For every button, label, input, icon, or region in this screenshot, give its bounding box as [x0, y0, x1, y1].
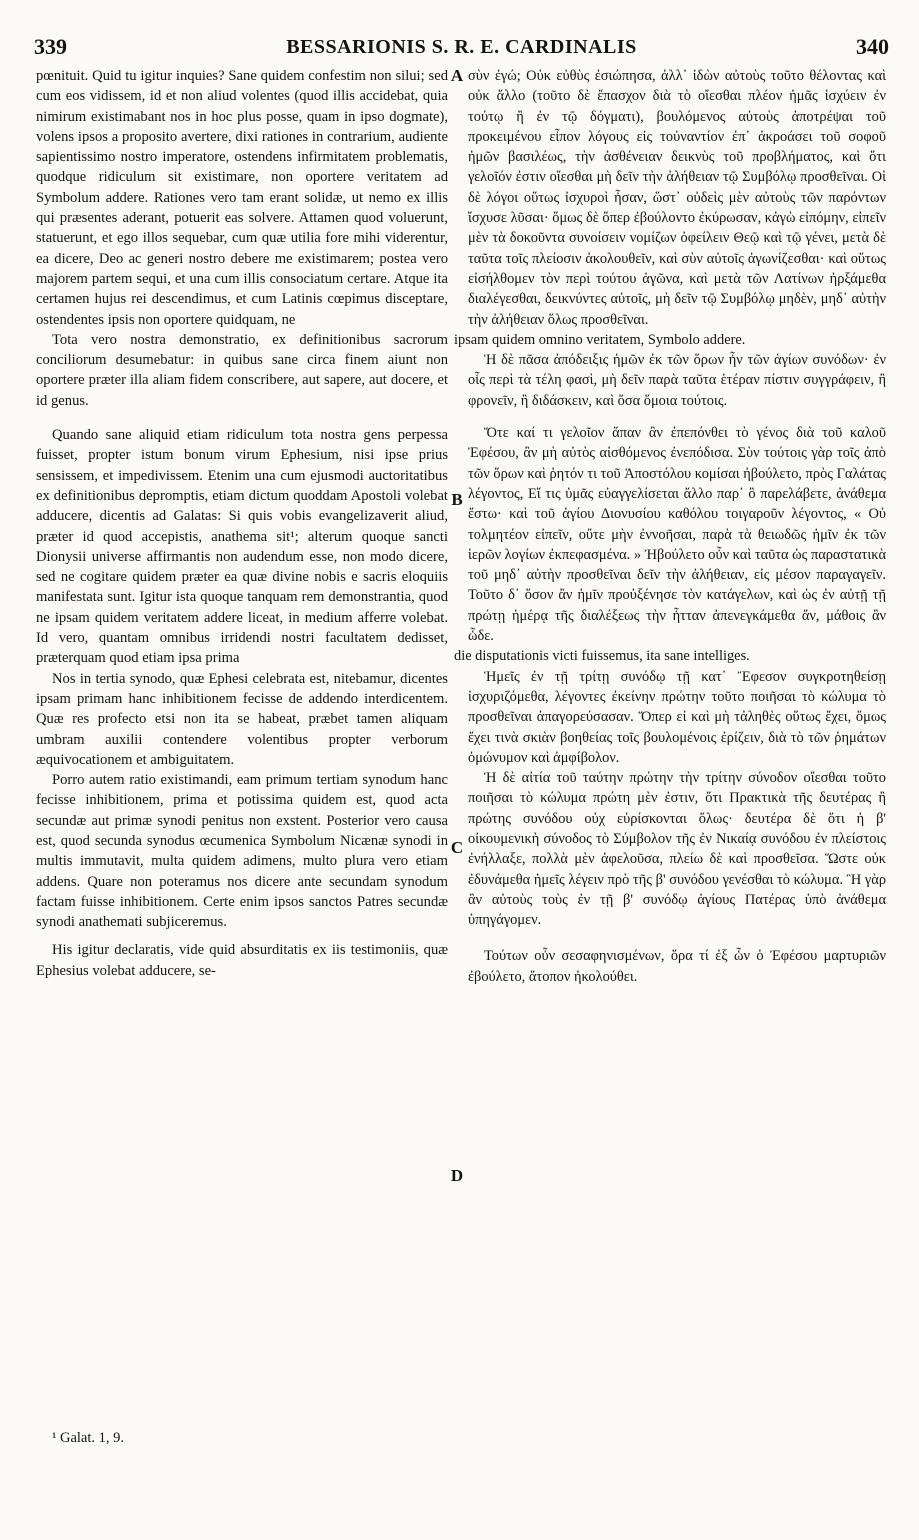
page-number-left: 339 [34, 34, 67, 59]
latin-paragraph-4: Nos in tertia synodo, quæ Ephesi celebrata est, nitebamur, dicentes ipsam primam hanc inhibitionem fecisse de addendo interdicentem. Quæ res profecto etsi non ita se habeat, præbet tamen aliquam umbram auxilii contendere volentibus propter verborum æquivocationem et ambiguitatem. [36, 670, 448, 768]
greek-paragraph-1: σὺν ἐγώ; Οὐκ εὐθὺς ἐσιώπησα, ἀλλ᾿ ἰδὼν αὐτοὺς τοῦτο θέλοντας καὶ οὐκ ἄλλο (τοῦτο δὲ ἔπασχον διὰ τὸ οἴεσθαι πλέον ἡμᾶς ἰσχύειν ἐν τούτῳ ἢ ἐν τῷ δόγματι), βουλόμενος αὐτοὺς ἀποτρέψαι τοῦ προκειμένου εἶπον λόγους εἰς τοὐναντίον ἐπ᾿ ἀκροάσει τοῦ σοφοῦ ἡμῶν βασιλέως, τὴν ἀσθένειαν δεικνὺς τοῦ προβλήματος, καὶ ὅτι γελοῖόν ἐστιν οἴεσθαι μὴ δεῖν τὴν ἀλήθειαν τῷ Συμβόλῳ προσθεῖναι. Οἱ δὲ λόγοι οὕτως ἰσχυροὶ ἦσαν, ὥστ᾿ οὐδεὶς μὲν αὐτοὺς τῶν παρόντων ἴσχυσε λῦσαι· ὅμως δὲ ὅπερ ἐβούλοντο ἐκύρωσαν, κἀγὼ εἰπόμην, εἰπεῖν μὲν τὰ δοκοῦντα συνοίσειν νομίζων ὀφείλειν Θεῷ καὶ τῷ γένει, μετὰ δὲ ταῦτα τοῖς πλείοσιν ἀκολουθεῖν, καὶ σὺν αὐτοῖς ἀγωνίζεσθαι· καὶ οὕτως εἰσήλθομεν τὸν περὶ τούτου ἀγῶνα, καὶ μετὰ τῶν Λατίνων ἠρξάμεθα διαλέγεσθαι, δεικνύντες αὐτοῖς, μὴ δεῖν τῷ Συμβόλῳ μηδὲν, μηδ᾿ αὐτὴν τὴν ἀλήθειαν ὅλως προσθεῖναι. [468, 68, 886, 328]
latin-paragraph-1: pœnituit. Quid tu igitur inquies? Sane quidem confestim non silui; sed cum eos vidissem, id et non aliud volentes (quod illis accidebat, quia nimirum existimabant nos in hoc plus posse, quam in ipso dogmate), volens ipsos a proposito avertere, dixi rationes in contrarium, audiente sapientissimo nostro imperatore, ostendens infirmitatem problematis, quodque ridiculum sit existimare, non oportere veritatem ad Symbolum addere. Rationes vero tam erant solidæ, ut nemo ex illis qui præsentes aderant, potuerit eas solvere. Attamen quod voluerunt, statuerunt, et ego illos sequebar, cum quæ utilia fore mihi viderentur, ea dicere, Deo ac generi nostro debere me existimarem; postea vero majorem partem sequi, et una cum illis consociatum certare. Atque ita certamen hujus rei descendimus, et cum Latinis cœpimus disceptare, ostendentes ipsis non oportere quidquam, ne [36, 68, 448, 328]
greek-paragraph-3: Ὅτε καί τι γελοῖον ἅπαν ἂν ἐπεπόνθει τὸ γένος διὰ τοῦ καλοῦ Ἐφέσου, ἂν μὴ αὐτὸς αἰσθόμενος ἐνεπόδισα. Σὺν τούτοις γὰρ τοῖς ἀπὸ τῶν ὅρων καὶ ῥητόν τι τοῦ Ἀποστόλου κομίσαι ἠβούλετο, πρὸς Γαλάτας λέγοντος, Εἴ τις ὑμᾶς εὐαγγελίσεται ἄλλο παρ᾿ ὃ παρελάβετε, ἀνάθεμα ἔστω· καὶ τοῦ ἁγίου Διονυσίου καθόλου τοιγαροῦν λέγοντος, « Οὐ τολμητέον εἰπεῖν, οὔτε μὴν ἐννοῆσαι, παρὰ τὰ θειωδῶς ἡμῖν ἐκ τῶν ἱερῶν λογίων ἐκπεφασμένα. » Ἠβούλετο οὖν καὶ ταῦτα ὡς παραστατικὰ τοῦ μηδ᾿ αὐτὴν προσθεῖναι δεῖν τὴν ἀλήθειαν, εἰς μέσον παραγαγεῖν. Τοῦτο δ᾿ ὅσον ἂν ἡμῖν προὐξένησε τὸν κατάγελων, καὶ ὡς ἐν αὐτῇ τῇ πρώτῃ ἡμέρᾳ τῆς διαλέξεως τὴν ἧτταν ἀπενεγκάμεθα ἄν, μάθοις ἂν ὧδε. [468, 425, 887, 645]
latin-paragraph-2: Tota vero nostra demonstratio, ex definitionibus sacrorum conciliorum desumebatur: in quibus sane circa finem aiunt non oportere præter illa aliam fidem conscribere, aut sapere, aut docere, et id genus. [36, 331, 448, 409]
latin-column [36, 66, 448, 981]
margin-marker-d: D [450, 1166, 464, 1185]
latin-paragraph-3: Quando sane aliquid etiam ridiculum tota nostra gens perpessa fuisset, propter istum bonum virum Ephesium, nisi ipse prius sensissem, et impedivissem. Etenim una cum ejusmodi auctoritatibus ex definitionibus depromptis, etiam dictum quoddam Apostoli volebat adducere, dicentis ad Galatas: Si quis vobis evangelizaverit aliud, præter id quod accepistis, anathema sit¹; alterum quoque sancti Dionysii universe affirmantis non audendum esse, non modo dicere, sed ne cogitare quidem præter ea quæ divine nobis e sacris eloquiis manifestata sunt. Igitur ista quoque tanquam rem demonstrantia, quod ne ipsam quidem veritatem addere liceat, in medium afferre volebat. Id vero, quantam omnibus irridendi nostri facultatem dedisset, præterquam quod etiam ipsa prima [36, 427, 448, 667]
latin-paragraph-6: His igitur declaratis, vide quid absurditatis ex iis testimoniis, quæ Ephesius volebat adducere, se- [36, 942, 448, 979]
footnote: ¹ Galat. 1, 9. [52, 1430, 124, 1446]
margin-marker-c: C [450, 838, 464, 857]
greek-paragraph-5: Ἡ δὲ αἰτία τοῦ ταύτην πρώτην τὴν τρίτην σύνοδον οἴεσθαι τοῦτο ποιῆσαι τὸ κώλυμα πρώτη μὲν ἐστιν, ὅτι Πρακτικὰ τῆς δευτέρας ἢ πρώτης συνόδου οὐχ εὑρίσκονται ὅλως· δευτέρα δὲ ὅτι ἡ β' οἰκουμενικὴ σύνοδος τὸ Σύμβολον τῆς ἐν Νικαίᾳ συνόδου ἐν πλείστοις ἐνήλλαξε, πολλὰ μὲν ἀφελοῦσα, πλείω δὲ καὶ προσθεῖσα. Ὥστε οὐκ ἐδυνάμεθα ἡμεῖς λέγειν πρὸ τῆς β' συνόδου γενέσθαι τὸ κώλυμα. Ἢ γὰρ ἂν αὐτοὺς τοὺς ἐν τῇ β' συνόδῳ ἁγίους Πατέρας ὑπὸ ἀνάθεμα ὑπηγάγομεν. [468, 770, 886, 929]
margin-marker-b: B [451, 490, 463, 509]
greek-paragraph-6: Τούτων οὖν σεσαφηνισμένων, ὅρα τί ἐξ ὧν ὁ Ἐφέσου μαρτυριῶν ἐβούλετο, ἄτοπον ἠκολούθει. [468, 948, 886, 985]
greek-paragraph-2: Ἡ δὲ πᾶσα ἀπόδειξις ἡμῶν ἐκ τῶν ὅρων ἦν τῶν ἁγίων συνόδων· ἐν οἷς περὶ τὰ τέλη φασὶ, μὴ δεῖν παρὰ ταῦτα ἑτέραν πίστιν συγγράφειν, ἢ φρονεῖν, ἢ διδάσκειν, καὶ ὅσα ὅμοια τούτοις. [468, 352, 886, 409]
page-header [34, 30, 889, 64]
latin-paragraph-5: Porro autem ratio existimandi, eam primum tertiam synodum hanc fecisse inhibitionem, prima et potissima quidem est, quod acta secundæ aut primæ synodi penitus non exstent. Posterior vero causa est, quod secunda synodus œcumenica Symbolum Nicænæ synodi in multis immutavit, multa quidem adimens, multo plura vero etiam addens. Quare non poteramus nos dicere ante secundam synodum factam fuisse inhibitionem. Certe enim ipsos sanctos Patres secundæ synodi anathemati subjiceremus. [36, 772, 448, 931]
greek-paragraph-4: Ἡμεῖς ἐν τῇ τρίτῃ συνόδῳ τῇ κατ᾿ Ἔφεσον συγκροτηθείσῃ ἰσχυριζόμεθα, λέγοντες ἐκείνην πρώτην τοῦτο ποιῆσαι τὸ κώλυμα τὸ προσθεῖναι ἀπαγορεύσασαν. Ὅπερ εἰ καὶ μὴ τἀληθὲς οὕτως ἔχει, ὅμως ἔχει τινὰ σκιὰν βοηθείας τοῖς βουλομένοις ἐρίζειν, διὰ τὸ τῶν ῥημάτων ὁμώνυμον καὶ ἀμφίβολον. [468, 668, 886, 766]
latin-continuation-1: ipsam quidem omnino veritatem, Symbolo addere. [454, 331, 746, 348]
latin-continuation-2: die disputationis victi fuissemus, ita sane intelliges. [454, 648, 750, 665]
greek-column [454, 66, 887, 987]
page-number-right: 340 [855, 34, 889, 59]
margin-marker-a: A [450, 66, 464, 85]
running-title: BESSARIONIS S. R. E. CARDINALIS [286, 35, 637, 58]
